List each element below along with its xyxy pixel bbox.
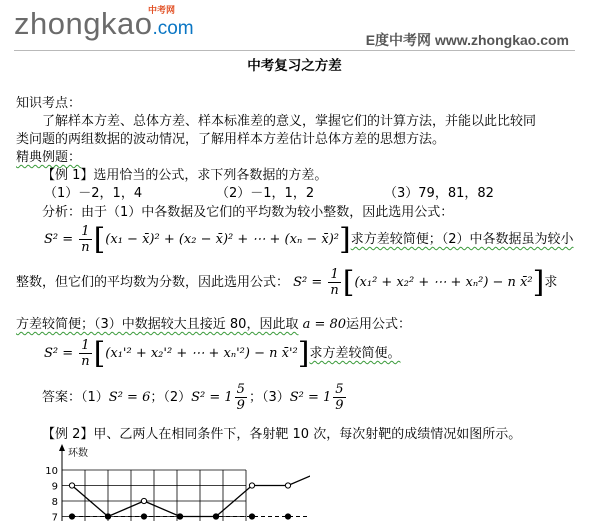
kp-line1: 了解样本方差、总体方差、样本标准差的意义，掌握它们的计算方法，并能以此比较同 <box>42 114 537 129</box>
site-name: E度中考网 www.zhongkao.com <box>365 32 569 48</box>
shooting-chart <box>40 442 310 521</box>
series-1-point-7 <box>285 483 290 488</box>
line-3-a: a = 80 <box>302 317 347 332</box>
series-2-point-4 <box>177 514 182 519</box>
doc-title: 中考复习之方差 <box>247 58 342 74</box>
series-1-point-6 <box>249 483 254 488</box>
formula-3-frac <box>79 338 91 369</box>
series-2-point-3 <box>141 514 146 519</box>
formula-3-num: 1 <box>81 338 90 353</box>
ex1-line <box>42 164 327 183</box>
jd-label <box>16 146 81 165</box>
ex1-data-2: （2）－1，1，2 <box>216 186 315 201</box>
chart-grid <box>62 470 246 521</box>
line-3-tail: 运用公式： <box>346 317 412 332</box>
series-2-point-6 <box>249 514 254 519</box>
ex2-line <box>42 423 521 442</box>
formula-3-rhs: (x₁'² + x₂'² + ⋯ + xₙ'²) − n x̄'² <box>105 346 298 361</box>
ex1-text: 选用恰当的公式，求下列各数据的方差。 <box>93 168 328 183</box>
formula-2-lhs: S² = <box>293 275 323 290</box>
formula-1-den: n <box>81 240 90 255</box>
answer-1-index: （1） <box>81 390 109 405</box>
header-divider <box>14 50 575 51</box>
formula-1-after: 求方差较简便；（2）中各数据虽为较小 <box>350 232 574 247</box>
answer-2-pre: S² = 1 <box>191 390 233 405</box>
answers-label: 答案： <box>42 390 82 405</box>
formula-3-den: n <box>81 354 90 369</box>
series-2-point-2 <box>105 514 110 519</box>
ex1-tag: 【例 1】 <box>42 168 94 183</box>
kp-line2: 类问题的两组数据的波动情况，了解用样本方差估计总体方差的思想方法。 <box>16 132 446 147</box>
answer-2-index: ；（2） <box>150 390 192 405</box>
chart-ticks <box>45 446 88 521</box>
y-tick-10: 10 <box>45 466 58 477</box>
formula-1-lhs: S² = <box>44 232 74 247</box>
formula-1: S² = $\frac{1}{n}$ [(x₁ − x̄)² + (x₂ − x̄)² + ⋯ + (xₙ − x̄)²]求方差较简便；（2）中各数据虽为较小 <box>44 222 574 257</box>
formula-3-after: 求方差较简便。 <box>309 346 401 361</box>
logo-main-text: zhongkao <box>14 6 153 41</box>
answer-3-frac <box>333 382 345 413</box>
series-1-point-1 <box>69 483 74 488</box>
ex1-data-1: （1）－2，1，4 <box>44 186 143 201</box>
answer-2-den: 9 <box>236 398 245 413</box>
logo <box>14 6 194 46</box>
kp-label: 知识考点： <box>16 96 82 111</box>
answer-3-num: 5 <box>335 382 344 397</box>
ex1-data-3: （3）79，81，82 <box>384 186 494 201</box>
series-2-point-1 <box>69 514 74 519</box>
formula-1-frac <box>79 224 91 255</box>
formula-2-den: n <box>330 283 339 298</box>
answers <box>42 382 348 418</box>
y-tick-7: 7 <box>51 512 58 521</box>
series-1-point-3 <box>141 498 146 503</box>
logo-com-text: .com <box>152 18 194 39</box>
answer-1: S² = 6 <box>108 390 151 405</box>
formula-3-lhs: S² = <box>44 346 74 361</box>
chart-series <box>69 467 310 519</box>
y-axis-label: 环数 <box>68 448 88 459</box>
formula-1-num: 1 <box>81 224 90 239</box>
answer-3-den: 9 <box>335 398 344 413</box>
formula-3: S² = $\frac{1}{n}$ [(x₁'² + x₂'² + ⋯ + xₙ'²) − n x̄'²]求方差较简便。 <box>44 336 401 371</box>
formula-2-rhs: (x₁² + x₂² + ⋯ + xₙ²) − n x̄² <box>354 275 533 290</box>
answer-3-pre: S² = 1 <box>289 390 332 405</box>
jd-label-text: 精典例题： <box>16 150 82 165</box>
line-3-text: 方差较简便；（3）中数据较大且接近 80，因此取 <box>16 317 299 332</box>
formula-2-before: 整数，但它们的平均数为分数，因此选用公式： <box>16 275 290 290</box>
formula-2-line: 整数，但它们的平均数为分数，因此选用公式： S² = $\frac{1}{n}$ [(x₁² + x₂² + ⋯ + xₙ²) − n x̄²]求 <box>16 265 558 300</box>
answer-2-num: 5 <box>236 382 245 397</box>
y-axis-arrow <box>59 444 65 451</box>
series-2-point-7 <box>285 514 290 519</box>
analysis-text: 分析：由于（1）中各数据及它们的平均数为较小整数，因此选用公式： <box>42 205 454 220</box>
chart-axes <box>59 444 65 521</box>
formula-2-num: 1 <box>330 267 339 282</box>
logo-cn-text: 中考网 <box>148 6 176 16</box>
line-3 <box>16 313 411 332</box>
series-2-point-5 <box>213 514 218 519</box>
formula-2-frac <box>328 267 340 298</box>
answer-2-frac <box>235 382 247 413</box>
y-tick-8: 8 <box>51 497 58 508</box>
answer-3-index: ；（3） <box>248 390 290 405</box>
ex2-tag: 【例 2】 <box>42 427 94 442</box>
y-tick-9: 9 <box>51 481 58 493</box>
ex2-text: 甲、乙两人在相同条件下，各射靶 10 次，每次射靶的成绩情况如图所示。 <box>93 427 522 442</box>
formula-1-rhs: (x₁ − x̄)² + (x₂ − x̄)² + ⋯ + (xₙ − x̄)² <box>105 232 339 247</box>
formula-2-after: 求 <box>544 275 558 290</box>
